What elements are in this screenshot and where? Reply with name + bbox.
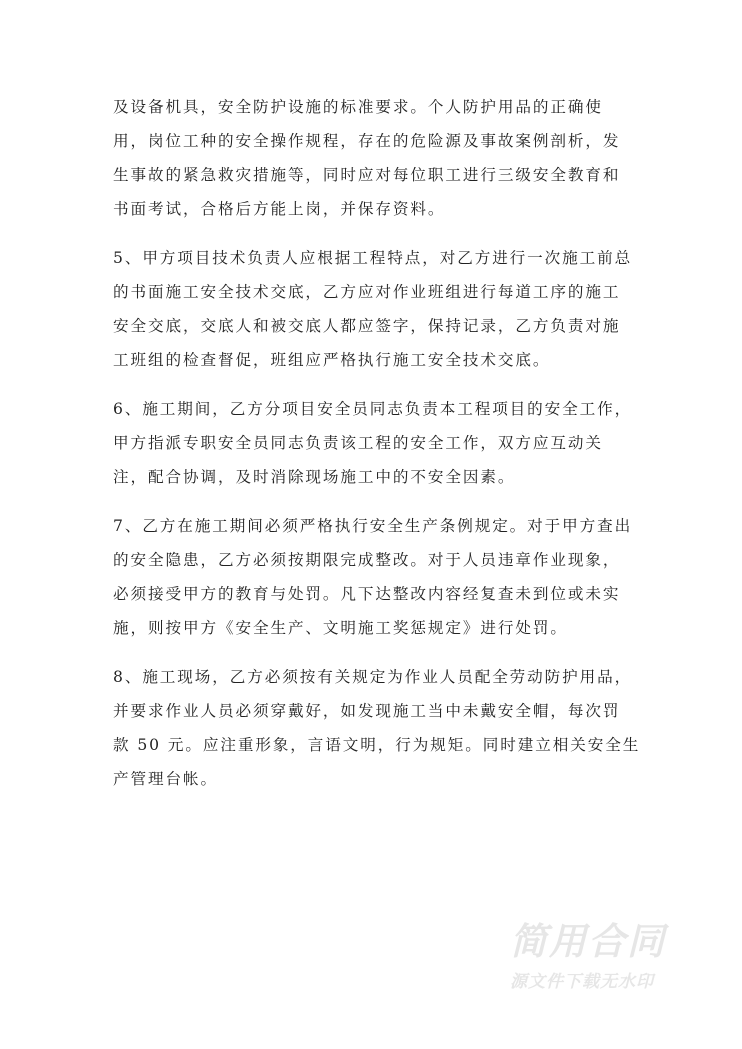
watermark xyxy=(510,920,700,992)
text-line: 书面考试，合格后方能上岗，并保存资料。 xyxy=(113,200,446,218)
text-line: 施，则按甲方《安全生产、文明施工奖惩规定》进行处罚。 xyxy=(113,619,568,637)
watermark-title: 简用合同 xyxy=(510,920,666,963)
document-body xyxy=(113,96,653,817)
text-line: 6、施工期间，乙方分项目安全员同志负责本工程项目的安全工作， xyxy=(113,400,633,418)
text-line: 生事故的紧急救灾措施等，同时应对每位职工进行三级安全教育和 xyxy=(113,166,621,184)
paragraph-clause-6 xyxy=(113,398,653,500)
paragraph-safety-education xyxy=(113,96,653,232)
text-line: 款 50 元。应注重形象，言语文明，行为规矩。同时建立相关安全生 xyxy=(113,736,641,754)
text-line: 注，配合协调，及时消除现场施工中的不安全因素。 xyxy=(113,468,516,486)
text-line: 及设备机具，安全防护设施的标准要求。个人防护用品的正确使 xyxy=(113,98,603,116)
text-line: 5、甲方项目技术负责人应根据工程特点，对乙方进行一次施工前总 xyxy=(113,249,633,267)
text-line: 的安全隐患，乙方必须按期限完成整改。对于人员违章作业现象， xyxy=(113,551,621,569)
text-line: 用，岗位工种的安全操作规程，存在的危险源及事故案例剖析，发 xyxy=(113,132,621,150)
text-line: 8、施工现场，乙方必须按有关规定为作业人员配全劳动防护用品， xyxy=(113,668,633,686)
text-line: 产管理台帐。 xyxy=(113,770,218,788)
text-line: 必须接受甲方的教育与处罚。凡下达整改内容经复查未到位或未实 xyxy=(113,585,621,603)
text-line: 甲方指派专职安全员同志负责该工程的安全工作，双方应互动关 xyxy=(113,434,603,452)
text-line: 的书面施工安全技术交底，乙方应对作业班组进行每道工序的施工 xyxy=(113,283,621,301)
text-line: 并要求作业人员必须穿戴好，如发现施工当中未戴安全帽，每次罚 xyxy=(113,702,621,720)
text-line: 工班组的检查督促，班组应严格执行施工安全技术交底。 xyxy=(113,351,551,369)
text-line: 7、乙方在施工期间必须严格执行安全生产条例规定。对于甲方查出 xyxy=(113,517,633,535)
paragraph-clause-8 xyxy=(113,666,653,802)
watermark-subtitle: 源文件下载无水印 xyxy=(510,972,654,992)
paragraph-clause-5 xyxy=(113,247,653,383)
paragraph-clause-7 xyxy=(113,515,653,651)
text-line: 安全交底，交底人和被交底人都应签字，保持记录，乙方负责对施 xyxy=(113,317,621,335)
